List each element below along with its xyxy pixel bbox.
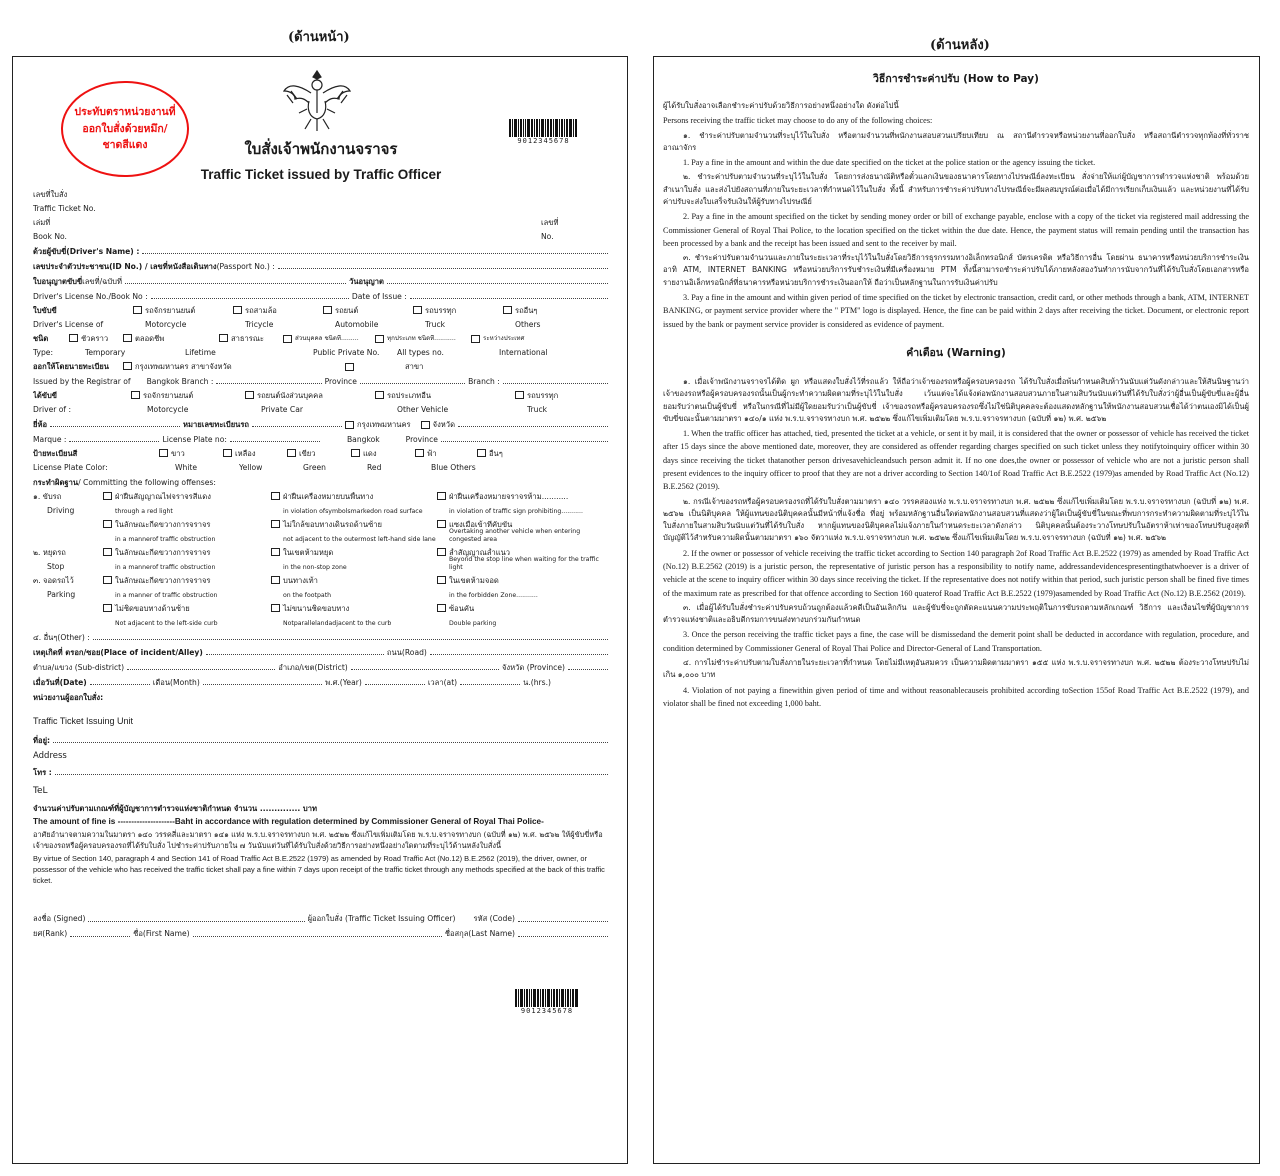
offense-option-en [437, 620, 611, 627]
offense-option[interactable] [437, 604, 611, 613]
tel-label-th: โทร : [33, 767, 52, 777]
id-no-label-th: เลขประจำตัวประชาชน [33, 261, 110, 271]
warning-paragraph: ๒. กรณีเจ้าของรถหรือผู้ครอบครองรถที่ได้รับใบสั่งตามมาตรา ๑๔๐ วรรคสองแห่ง พ.ร.บ.จราจรทางบก พ.ศ. ๒๕๒๒ ซึ่งแก้ไขเพิ่มเติมโดย พ.ร.บ.จราจรทางบก (ฉบับที่ ๑๒) พ.ศ. ๒๕๖๒ เป็นนิติบุคคล ให้ผู้แทนของนิติบุคคลนั้นมีหน้าที่แจ้งชื่อ ที่อยู่ พร้อมหลักฐานอื่นใดต่อพนักงานสอบสวนที่แสดงว่าผู้ใดเป็นผู้ขับขี่ในขณะที่พบการกระทำความผิดตามที่ระบุไว้ในใบสั่งภายในสามสิบวันนับแต่วันที่ได้รับใบสั่ง หากผู้แทนของนิติบุคคลไม่แจ้งภายในกำหนดระยะเวลาดังกล่าว นิติบุคคลนั้นต้องระวางโทษปรับในอัตราห้าเท่าของโทษปรับสูงสุดที่บัญญัติไว้สำหรับความผิดนั้นตามมาตรา ๑๖๐ จัตวาแห่ง พ.ร.บ.จราจรทางบก พ.ศ. ๒๕๒๒ ซึ่งแก้ไขเพิ่มเติมโดย พ.ร.บ.จราจรทางบก (ฉบับที่ ๑๒) พ.ศ. ๒๕๖๒ [663, 496, 1249, 543]
ticket-no-label-en: Traffic Ticket No. [33, 203, 96, 213]
license-kind-all-types[interactable]: ทุกประเภท ชนิดที่........... [375, 335, 471, 343]
offense-option[interactable] [437, 576, 611, 585]
offense-option-label: on the footpath [283, 591, 332, 599]
fine-line-en: The amount of fine is ---------------------Baht in accordance with regulation determined by Commissioner General of Royal Thai Police- [33, 817, 544, 827]
offense-option-label: ซ้อนคัน [449, 603, 475, 613]
incident-place-field[interactable] [206, 654, 384, 655]
issued-by-branch-en: Branch : [468, 376, 500, 386]
warning-paragraph: ๔. การไม่ชำระค่าปรับตามใบสั่งภายในระยะเวลาที่กำหนด โดยไม่มีเหตุอันสมควร เป็นความผิดตามมาตรา ๑๕๕ แห่ง พ.ร.บ.จราจรทางบก พ.ศ. ๒๕๒๒ ต้องระวางโทษปรับไม่เกิน ๑,๐๐๐ บาท [663, 657, 1249, 680]
marque-province-en: Province [405, 434, 438, 444]
issue-date-field-th[interactable] [387, 283, 608, 284]
payment-paragraph: 2. Pay a fine in the amount specified on the ticket by sending money order or bill of exchange payable, enclose with a copy of the ticket via registered mail addressing the Commissioner General of Royal Thai Police, to the location specified on the ticket within the due date. Hence, the payment status will remain pending until the transaction has been processed by a bank and the receipt has been issued and sent to the receiver by mail. [663, 212, 1249, 248]
marque-field-en[interactable] [69, 441, 159, 442]
offense-option[interactable] [271, 492, 437, 501]
license-kind-en-international: International [499, 347, 548, 357]
driver-name-field[interactable] [142, 253, 608, 254]
signature-field[interactable] [88, 921, 304, 922]
offense-option[interactable] [271, 604, 437, 613]
offense-other-label: ๔. อื่นๆ(Other) : [33, 632, 90, 642]
offense-option-label: Overtaking another vehicle when entering congested area [449, 528, 581, 543]
offense-option-label: ล้ำสัญญาณล้ำแนว [449, 547, 511, 557]
vehicle-en-motorcycle: Motorcycle [147, 404, 189, 414]
checkbox[interactable] [437, 576, 446, 584]
tel-label-en: TeL [33, 786, 48, 797]
offense-option-en [437, 508, 611, 515]
tel-field[interactable] [55, 774, 608, 775]
offense-row [33, 613, 611, 627]
license-type-en-automobile: Automobile [335, 319, 379, 329]
first-name-label: ชื่อ(First Name) [133, 929, 190, 939]
offense-option-label: in violation ofsymbolsmarkedon road surface [283, 507, 423, 515]
vehicle-label-en: Driver of : [33, 404, 72, 414]
license-kind-en-public: Public Private No. [313, 347, 380, 357]
plate-color-blue[interactable]: ฟ้า [415, 449, 477, 458]
checkbox[interactable] [133, 306, 142, 314]
issued-by-branch-th: สาขา [405, 361, 424, 371]
checkbox[interactable] [415, 449, 424, 457]
vehicle-en-truck: Truck [527, 404, 548, 414]
vehicle-motorcycle[interactable]: รถจักรยานยนต์ [131, 391, 245, 400]
license-kind-label-en: Type: [33, 347, 53, 357]
vehicle-other[interactable]: รถประเภทอื่น [375, 391, 515, 400]
issued-by-label-en: Issued by the Registrar of [33, 376, 131, 386]
offense-option-label: not adjacent to the outermost left-hand side lane [283, 535, 436, 543]
offense-option-en [271, 536, 437, 543]
warning-paragraph: 2. If the owner or possessor of vehicle receiving the traffic ticket according to Section 140 paragraph 2of Road Traffic Act B.E.2522 (1979) as amended by Road Traffic Act (No.12) B.E.2562 (2019) is a juristic person, the representative of juristic person has a responsibility to notify name, addressandevidencespresentingthatwhoever is a driver of vehicle at the scene to inquiry officer within 30 days since receiving the ticket. If the representative does not notify within that period, such juristic person shall be fined five times of the maximum rate as prescribed for that offence according to Section 160 quaterof Road Traffic Act B.E.2522 (1979)asamended by Road Traffic Act (No.12) B.E.2562 (2019). [663, 548, 1249, 598]
license-kind-en-temporary: Temporary [85, 347, 126, 357]
garuda-emblem-icon [281, 65, 353, 135]
province-field[interactable] [360, 383, 465, 384]
offense-option-en [437, 592, 611, 599]
license-type-en-truck: Truck [425, 319, 446, 329]
checkbox[interactable] [345, 421, 354, 429]
checkbox[interactable] [375, 335, 384, 343]
license-no-field-th[interactable] [125, 283, 346, 284]
license-type-truck[interactable]: รถบรรทุก [413, 306, 503, 315]
checkbox[interactable] [245, 391, 254, 399]
offense-option-label: ในเขตห้ามจอด [449, 575, 499, 585]
barcode-number: 9012345678 [520, 1007, 574, 1015]
book-label-en: Book No. [33, 231, 67, 241]
rank-field[interactable] [70, 936, 130, 937]
offense-option-label: Not adjacent to the left-side curb [115, 619, 218, 627]
offense-row [33, 543, 611, 557]
plate-field-en[interactable] [230, 441, 320, 442]
passport-label: (Passport No.) : [216, 261, 275, 271]
district-label: อำเภอ/เขต(District) [278, 662, 348, 672]
checkbox[interactable] [287, 449, 296, 457]
back-content [663, 57, 1249, 712]
checkbox[interactable] [413, 306, 422, 314]
payment-paragraph: ๒. ชำระค่าปรับตามจำนวนที่ระบุไว้ในใบสั่ง โดยการส่งธนาณัติหรือตั๋วแลกเงินของธนาคารโดยทางไปรษณีย์ลงทะเบียน สั่งจ่ายให้แก่ผู้บัญชาการตำรวจแห่งชาติ พร้อมด้วยสำเนาใบสั่ง และส่งไปยังสถานที่ภายในระยะเวลาที่กำหนดไว้ในใบสั่ง ทั้งนี้ สำหรับการชำระค่าปรับทางไปรษณีย์จะมีผลสมบูรณ์ต่อเมื่อได้มีการเรียกเก็บเงินแล้ว และหน่วยงานที่ได้รับค่าปรับจะส่งใบเสร็จรับเงินให้ผู้รับทางไปรษณีย์ [663, 172, 1249, 207]
checkbox[interactable] [351, 449, 360, 457]
year-field[interactable] [365, 684, 425, 685]
checkbox[interactable] [271, 548, 280, 556]
checkbox[interactable] [503, 306, 512, 314]
issue-date-label-en: Date of Issue : [351, 291, 407, 301]
barcode-bars-icon [509, 119, 578, 137]
offense-row [33, 501, 611, 515]
issued-by-label-th: ออกให้โดยนายทะเบียน [33, 361, 109, 371]
license-no-field-en[interactable] [151, 298, 349, 299]
checkbox[interactable] [103, 576, 112, 584]
offense-option[interactable] [103, 492, 271, 501]
checkbox[interactable] [437, 604, 446, 612]
offense-group-label-en: Parking [47, 589, 76, 599]
offense-group-label-en: Stop [47, 561, 65, 571]
code-label: รหัส (Code) [473, 914, 515, 924]
back-side-label: (ด้านหลัง) [930, 38, 990, 53]
driver-name-label: ด้วยผู้ขับขี่(Driver's Name) : [33, 246, 140, 256]
offense-option-en [103, 592, 271, 599]
plate-color-white[interactable]: ขาว [159, 449, 223, 458]
fine-line-th: จำนวนค่าปรับตามเกณฑ์ที่ผู้บัญชาการตำรวจแห่งชาติกำหนด จำนวน .............. บาท [33, 803, 317, 813]
license-type-en-motorcycle: Motorcycle [145, 319, 187, 329]
date-field[interactable] [90, 684, 150, 685]
plate-color-en-green: Green [303, 462, 326, 472]
how-to-pay-title: วิธีการชำระค่าปรับ (How to Pay) [873, 73, 1039, 85]
license-label-en: Driver's License No./Book No : [33, 291, 148, 301]
checkbox[interactable] [271, 604, 280, 612]
offense-option-label: Notparallelandadjacent to the curb [283, 619, 392, 627]
offense-option-en [437, 528, 611, 543]
offense-option-label: ในลักษณะกีดขวางการจราจร [115, 547, 211, 557]
vehicle-private-car[interactable]: รถยนต์นั่งส่วนบุคคล [245, 391, 375, 400]
checkbox[interactable] [223, 449, 232, 457]
license-type-en-others: Others [515, 319, 541, 329]
offense-option-en [437, 556, 611, 571]
payment-paragraph: 3. Pay a fine in the amount and within given period of time specified on the ticket by electronic transaction, credit card, or other methods through a bank, ATM, INTERNET BANKING, or payment service provider where the " PTM" logo is displayed. Hence, the fine can be paid within 2 days after receiving the ticket. Document, or electronic report issued by the bank or payment service provider is considered as evidence of payment. [663, 293, 1249, 329]
checkbox[interactable] [219, 334, 228, 342]
branch-field[interactable] [503, 383, 608, 384]
province-label: จังหวัด (Province) [501, 662, 565, 672]
fine-paragraph-th: อาศัยอำนาจตามความในมาตรา ๑๔๐ วรรคสี่และมาตรา ๑๔๑ แห่ง พ.ร.บ.จราจรทางบก พ.ศ. ๒๕๒๒ ซึ่งแก้ไขเพิ่มเติมโดย พ.ร.บ.จราจรทางบก (ฉบับที่ ๑๒) พ.ศ. ๒๕๖๒ ให้ผู้ขับขี่หรือเจ้าของรถหรือผู้ครอบครองรถที่ได้รับใบสั่ง ไปชำระค่าปรับภายใน ๗ วันนับแต่วันที่ได้รับใบสั่งด้วยวิธีการอย่างหนึ่งอย่างใดตามที่ระบุไว้ด้านหลังใบสั่งนี้ [33, 830, 603, 851]
ticket-title-thai: ใบสั่งเจ้าพนักงานจราจร [244, 140, 398, 158]
offense-option-label: บนทางเท้า [283, 575, 318, 585]
vehicle-label-th: ได้ขับขี่ [33, 390, 57, 400]
plate-label-en: License Plate no: [162, 434, 227, 444]
first-name-field[interactable] [193, 936, 442, 937]
plate-color-en-red: Red [367, 462, 382, 472]
offenses-header-th: กระทำผิดฐาน [33, 477, 79, 487]
offense-option-label: Double parking [449, 619, 497, 627]
officer-label: ผู้ออกใบสั่ง (Traffic Ticket Issuing Officer) [307, 914, 456, 924]
ticket-title-english: Traffic Ticket issued by Traffic Officer [200, 167, 442, 182]
offense-option-label: ในลักษณะกีดขวางการจราจร [115, 519, 211, 529]
marque-province-en-field[interactable] [441, 441, 608, 442]
license-type-label-en: Driver's License of [33, 319, 104, 329]
road-field[interactable] [430, 654, 608, 655]
offense-other-field[interactable] [93, 639, 608, 640]
road-label: ถนน(Road) [386, 647, 427, 657]
offense-option-en [103, 620, 271, 627]
checkbox[interactable] [421, 421, 430, 429]
checkbox[interactable] [271, 492, 280, 500]
date-label: เมื่อวันที่(Date) [33, 677, 87, 687]
payment-paragraph: ผู้ได้รับใบสั่งอาจเลือกชำระค่าปรับด้วยวิธีการอย่างหนึ่งอย่างใด ดังต่อไปนี้ [663, 101, 899, 110]
plate-color-en-blue-others: Blue Others [431, 462, 476, 472]
checkbox[interactable] [123, 334, 132, 342]
bangkok-branch-field[interactable] [216, 383, 321, 384]
how-to-pay-section [663, 100, 1249, 331]
license-type-others[interactable]: รถอื่นๆ [503, 306, 601, 315]
plate-color-green[interactable]: เขียว [287, 449, 351, 458]
warning-section [663, 376, 1249, 710]
front-page [12, 56, 628, 1164]
license-label-th: ใบอนุญาตขับขี่ [33, 276, 83, 286]
plate-color-others[interactable]: อื่นๆ [477, 449, 557, 458]
marque-label-th: ยี่ห้อ [33, 419, 48, 429]
offense-option-label: in a mannerof traffic obstruction [115, 563, 216, 571]
offense-option-label: แซงเมื่อเข้าที่คับขัน [449, 519, 513, 529]
checkbox[interactable] [471, 335, 480, 343]
checkbox[interactable] [123, 362, 132, 370]
checkbox[interactable] [159, 449, 168, 457]
offense-option[interactable] [103, 604, 271, 613]
offense-option-label: ในเขตห้ามหยุด [283, 547, 334, 557]
offense-option-label: ไม่ขนานชิดขอบทาง [283, 603, 350, 613]
last-name-field[interactable] [518, 936, 608, 937]
issuing-unit-label-en: Traffic Ticket Issuing Unit [33, 716, 134, 727]
checkbox[interactable] [103, 548, 112, 556]
checkbox[interactable] [375, 391, 384, 399]
license-kind-public[interactable]: สาธารณะ [219, 334, 283, 343]
offense-row [33, 529, 611, 543]
back-page [653, 56, 1260, 1164]
checkbox[interactable] [233, 306, 242, 314]
offense-row [33, 557, 611, 571]
time-label: เวลา(at) [427, 677, 458, 687]
no-label-th: เลขที่ [541, 217, 559, 227]
license-kind-temporary[interactable]: ชั่วคราว [69, 334, 123, 343]
ticket-form [33, 185, 611, 939]
marque-field-th[interactable] [50, 426, 180, 427]
offense-group-label-th: ๒. หยุดรถ [33, 547, 66, 557]
license-kind-private[interactable]: ส่วนบุคคล ชนิดที่......... [283, 335, 375, 343]
warning-paragraph: 4. Violation of not paying a finewithin given period of time and without reasonablecauseis prohibited according toSection 155of Road Traffic Act B.E.2522 (1979), and violator shall be fined not exceeding 1,000 baht. [663, 685, 1249, 708]
offense-option-label: ในลักษณะกีดขวางการจราจร [115, 575, 211, 585]
red-stamp-circle [61, 81, 189, 177]
offense-groups [33, 487, 611, 627]
vehicle-en-private-car: Private Car [261, 404, 303, 414]
offense-option-en [271, 564, 437, 571]
barcode-bottom [515, 989, 579, 1015]
offense-option[interactable] [103, 548, 271, 557]
issued-by-bangkok-en: Bangkok Branch : [146, 376, 214, 386]
offense-option[interactable] [103, 520, 271, 529]
offense-option[interactable] [437, 492, 611, 501]
offense-option[interactable] [271, 548, 437, 557]
license-kind-lifetime[interactable]: ตลอดชีพ [123, 334, 219, 343]
offense-option-en [271, 508, 437, 515]
marque-bangkok-en: Bangkok [346, 434, 380, 444]
offense-option[interactable] [103, 576, 271, 585]
issued-by-bangkok[interactable]: กรุงเทพมหานคร สาขาจังหวัด [123, 362, 345, 371]
license-kind-en-lifetime: Lifetime [185, 347, 216, 357]
book-label-th: เล่มที่ [33, 217, 51, 227]
offense-option-en [103, 536, 271, 543]
checkbox[interactable] [103, 604, 112, 612]
offense-group-label-th: ๑. ขับรถ [33, 491, 62, 501]
address-label-en: Address [33, 750, 67, 761]
checkbox[interactable] [69, 334, 78, 342]
address-field[interactable] [53, 742, 608, 743]
offense-option[interactable] [271, 576, 437, 585]
checkbox[interactable] [345, 363, 354, 371]
issued-by-branch-checkbox[interactable] [345, 363, 405, 371]
time-field[interactable] [460, 684, 520, 685]
id-passport-field[interactable] [278, 268, 608, 269]
fine-paragraph-en: By virtue of Section 140, paragraph 4 and Section 141 of Road Traffic Act B.E.2522 (1979) as amended by Road Traffic Act (No.12) B.E.2562 (2019), the driver, owner, or possessor of the vehicle who has received the traffic ticket shall pay a fine within 7 days upon receipt of the traffic ticket through any methods specified at the back of this traffic ticket. [33, 854, 605, 886]
no-label-en: No. [541, 231, 554, 241]
checkbox[interactable] [131, 391, 140, 399]
issue-date-field-en[interactable] [410, 298, 608, 299]
offense-option-label: ฝ่าฝืนสัญญาณไฟจราจรสีแดง [115, 491, 211, 501]
month-field[interactable] [203, 684, 322, 685]
vehicle-en-other: Other Vehicle [397, 404, 449, 414]
license-type-motorcycle[interactable]: รถจักรยานยนต์ [133, 306, 233, 315]
offense-option-label: ไม่ชิดขอบทางด้านซ้าย [115, 603, 190, 613]
payment-paragraph: Persons receiving the traffic ticket may choose to do any of the following choices: [663, 116, 933, 126]
warning-paragraph: 1. When the traffic officer has attached, tied, presented the ticket at a vehicle, or sent it by mail, it is considered that the owner or possessor of vehicle has received the ticket after 15 days since the above mentioned date, moreover, they are considered as offender regarding charges specified on such ticket unless they notifytoinquiry officer within 30 days since receiving the ticket thatanother person drivesavehicleandsuch person admit it. If no one does,the owner or possessor of vehicle who are not a juristic person shall present evidences to the inquiry officer to proof that they are not a driver according to Section 140/1of Road Traffic Act B.E.2522 (1979)as amended by Road Traffic Act (No.12) B.E.2562 (2019). [663, 429, 1249, 492]
license-kind-en-all-types: All types no. [397, 347, 444, 357]
issuing-unit-label-th: หน่วยงานผู้ออกใบสั่ง: [33, 692, 104, 702]
year-label: พ.ศ.(Year) [325, 677, 362, 687]
license-type-label-th: ใบขับขี่ [33, 305, 57, 315]
offense-option-label: in the forbidden Zone........... [449, 591, 538, 599]
checkbox[interactable] [283, 335, 292, 343]
offense-option-en [271, 592, 437, 599]
month-label: เดือน(Month) [152, 677, 200, 687]
subdistrict-label: ตำบล/แขวง (Sub-district) [33, 662, 125, 672]
warning-paragraph: ๓. เมื่อผู้ได้รับใบสั่งชำระค่าปรับครบถ้วนถูกต้องแล้วคดีเป็นอันเลิกกัน และผู้ขับขี่จะถูกตัดคะแนนความประพฤติในการขับรถตามหลักเกณฑ์ วิธีการ และเงื่อนไขที่ผู้บัญชาการตำรวจแห่งชาติและอธิบดีกรมการขนส่งทางบกร่วมกันกำหนด [663, 602, 1249, 625]
plate-color-en-yellow: Yellow [239, 462, 263, 472]
warning-title: คำเตือน (Warning) [906, 346, 1006, 359]
signed-label: ลงชื่อ (Signed) [33, 914, 86, 924]
id-no-label-en: (ID No.) / เลขที่หนังสือเดินทาง [109, 261, 217, 271]
offense-option-label: through a red light [115, 507, 173, 515]
license-type-en-tricycle: Tricycle [245, 319, 274, 329]
last-name-label: ชื่อสกุล(Last Name) [444, 929, 515, 939]
plate-color-red[interactable]: แดง [351, 449, 415, 458]
hrs-label: น.(hrs.) [523, 677, 551, 687]
checkbox[interactable] [437, 492, 446, 500]
code-field[interactable] [518, 921, 608, 922]
rank-label: ยศ(Rank) [33, 929, 68, 939]
offense-option[interactable] [271, 520, 437, 529]
offense-option-label: in a manner of traffic obstruction [115, 591, 218, 599]
checkbox[interactable] [515, 391, 524, 399]
warning-paragraph: 3. Once the person receiving the traffic ticket pays a fine, the case will be dismissedand the demerit point shall be deducted in accordance with regulation, procedure, and condition determined by Commissioner General of Royal Thai Police and Director-General of Land Transportation. [663, 630, 1249, 653]
offense-row [33, 599, 611, 613]
offense-option-en [103, 564, 271, 571]
license-kind-label-th: ชนิด [33, 333, 49, 343]
offense-row [33, 571, 611, 585]
offense-group-label-en: Driving [47, 505, 75, 515]
ticket-no-label-th: เลขที่ใบสั่ง [33, 189, 68, 199]
marque-label-en: Marque : [33, 434, 67, 444]
incident-place-label: เหตุเกิดที่ ตรอก/ซอย(Place of incident/Alley) [33, 647, 203, 657]
offense-option-en [103, 508, 271, 515]
offense-option-label: ฝ่าฝืนเครื่องหมายบนพื้นทาง [283, 491, 374, 501]
offense-row [33, 515, 611, 529]
plate-color-label-th: ป้ายทะเบียนสี [33, 448, 78, 458]
payment-paragraph: 1. Pay a fine in the amount and within the due date specified on the ticket at the police station or the agency issuing the ticket. [683, 158, 1096, 168]
district-field[interactable] [351, 669, 499, 670]
address-label-th: ที่อยู่: [33, 735, 51, 745]
offense-row [33, 487, 611, 501]
license-label-th-2: เลขที่/ฉบับที่ [82, 276, 122, 286]
checkbox[interactable] [323, 306, 332, 314]
offense-option-label: in a mannerof traffic obstruction [115, 535, 216, 543]
checkbox[interactable] [103, 520, 112, 528]
checkbox[interactable] [271, 520, 280, 528]
payment-paragraph: ๓. ชำระค่าปรับตามจำนวนและภายในระยะเวลาที่ระบุไว้ในใบสั่งโดยวิธีการธุรกรรมทางอิเล็กทรอนิกส์ บัตรเครดิต หรือวิธีการอื่น โดยผ่าน ธนาคารหรือหน่วยบริการชำระเงิน อาทิ ATM, INTERNET BANKING หรือหน่วยบริการรับชำระเงินที่มีเครื่องหมาย PTM ทั้งนี้สามารถชำระค่าปรับได้ภายหลังสองวันทำการนับจากวันที่ได้รับใบสั่งโดยเอกสารหรือรายงานอิเล็กทรอนิกส์ที่ธนาคารหรือหน่วยบริการชำระเงินออกให้ ถือว่าเป็นหลักฐานในการรับเงินค่าปรับ [663, 253, 1249, 287]
front-side-label: (ด้านหน้า) [288, 30, 350, 45]
offense-option-label: ฝ่าฝืนเครื่องหมายจราจรห้าม........... [449, 491, 569, 501]
offense-option-en [271, 620, 437, 627]
offense-row [33, 585, 611, 599]
plate-field-th[interactable] [252, 426, 342, 427]
issued-by-province-en: Province [324, 376, 357, 386]
plate-label-th: หมายเลขทะเบียนรถ [183, 419, 250, 429]
checkbox[interactable] [271, 576, 280, 584]
offenses-header-en: / Committing the following offenses: [78, 477, 216, 487]
marque-province-th: จังหวัด [432, 419, 455, 429]
offense-option-label: in the non-stop zone [283, 563, 347, 571]
offense-option-label: ไม่ใกล้ขอบทางเดินรถด้านซ้าย [283, 519, 382, 529]
license-type-automobile[interactable]: รถยนต์ [323, 306, 413, 315]
marque-bangkok-th: กรุงเทพมหานคร [357, 419, 411, 429]
license-kind-international[interactable]: ระหว่างประเทศ [471, 335, 567, 343]
province-place-field[interactable] [568, 669, 608, 670]
subdistrict-field[interactable] [127, 669, 275, 670]
payment-paragraph: ๑. ชำระค่าปรับตามจำนวนที่ระบุไว้ในใบสั่ง หรือตามจำนวนที่พนักงานสอบสวนเปรียบเทียบ ณ สถานีตำรวจหรือหน่วยงานที่ออกใบสั่ง หรือสถานีตำรวจทุกท้องที่ทั่วราชอาณาจักร [663, 130, 1249, 152]
checkbox[interactable] [103, 492, 112, 500]
offense-group-label-th: ๓. จอดรถไว้ [33, 575, 74, 585]
barcode-bars-icon [515, 989, 579, 1007]
offense-option-label: in violation of traffic sign prohibiting........... [449, 507, 583, 515]
vehicle-truck[interactable]: รถบรรทุก [515, 391, 611, 400]
offense-option-label: Beyond the stop line when waiting for the traffic light [449, 556, 599, 571]
plate-color-label-en: License Plate Color: [33, 462, 108, 472]
plate-color-yellow[interactable]: เหลือง [223, 449, 287, 458]
stamp-text: ประทับตราหน่วยงานที่ออกใบสั่งด้วยหมึก/ชาดสีแดง [74, 105, 176, 152]
marque-province-field[interactable] [458, 426, 608, 427]
license-type-tricycle[interactable]: รถสามล้อ [233, 306, 323, 315]
checkbox[interactable] [477, 449, 486, 457]
barcode-number: 9012345678 [517, 137, 570, 145]
warning-paragraph: ๑. เมื่อเจ้าพนักงานจราจรได้ติด ผูก หรือแสดงใบสั่งไว้ที่รถแล้ว ให้ถือว่าเจ้าของรถหรือผู้ครอบครองรถ ได้รับใบสั่งเมื่อพ้นกำหนดสิบห้าวันนับแต่วันดังกล่าวและให้สันนิษฐานว่าเจ้าของรถหรือผู้ครอบครองรถนั้นเป็นผู้กระทำความผิดตามที่ระบุไว้ในใบสั่ง เว้นแต่จะได้แจ้งต่อพนักงานสอบสวนภายในสามสิบวันนับแต่วันที่ได้รับใบสั่งว่าผู้อื่นเป็นผู้ขับขี่และผู้อื่นยอมรับว่าตนเป็นผู้ขับขี่ หรือในกรณีที่ไม่มีผู้ใดยอมรับว่าเป็นผู้ขับขี่ เจ้าของรถหรือผู้ครอบครองรถซึ่งไม่ใช่นิติบุคคลจะต้องแสดงหลักฐานให้พนักงานสอบสวนเชื่อได้ว่าตนเองมิได้เป็นผู้ขับขี่ขณะนั้นตามมาตรา ๑๔๐/๑ แห่ง พ.ร.บ.จราจรทางบก พ.ศ. ๒๕๒๒ ซึ่งแก้ไขเพิ่มเติมโดย พ.ร.บ.จราจรทางบก (ฉบับที่ ๑๒) พ.ศ. ๒๕๖๒ [663, 376, 1249, 423]
issue-date-label-th: วันอนุญาต [349, 276, 384, 286]
plate-color-en-white: White [175, 462, 198, 472]
